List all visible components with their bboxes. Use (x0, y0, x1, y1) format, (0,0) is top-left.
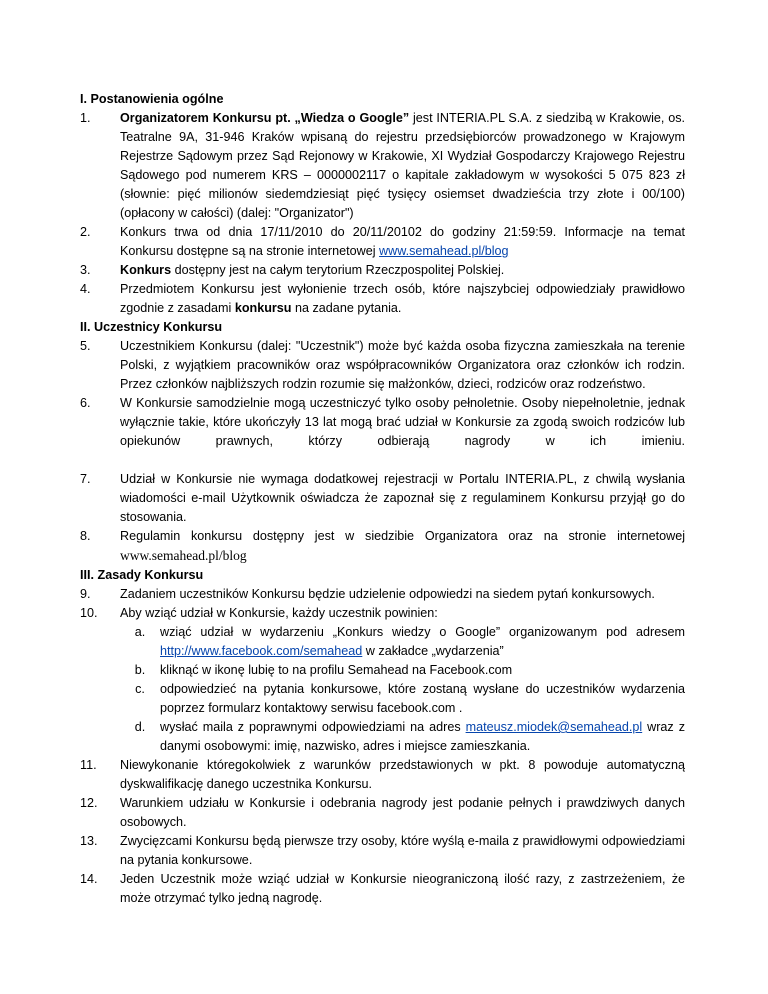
paragraph-text: Jeden Uczestnik może wziąć udział w Konkursie nieograniczoną ilość razy, z zastrzeżeniem, że może otrzymać tylko jedną nagrodę. (120, 872, 685, 905)
text: Przedmiotem Konkursu jest wyłonienie trzech osób, które najszybciej odpowiedziały prawidłowo zgodnie z zasadami (120, 282, 685, 315)
paragraph-text: Zwycięzcami Konkursu będą pierwsze trzy osoby, które wyślą e-maila z prawidłowymi odpowiedziami na pytania konkursowe. (120, 834, 685, 867)
email-link[interactable]: mateusz.miodek@semahead.pl (465, 720, 643, 734)
subitem-a (120, 623, 685, 661)
paragraph-text: Zadaniem uczestników Konkursu będzie udzielenie odpowiedzi na siedem pytań konkursowych. (120, 587, 655, 601)
bold-text: konkursu (234, 301, 292, 315)
text: w zakładce „wydarzenia” (362, 644, 504, 658)
paragraph-7 (80, 470, 685, 527)
paragraph-number: 9. (80, 587, 91, 601)
paragraph-text: Udział w Konkursie nie wymaga dodatkowej rejestracji w Portalu INTERIA.PL, z chwilą wysłania wiadomości e-mail Użytkownik oświadcza że zapoznał się z regulaminem Konkursu przyjął go do stosowania. (120, 472, 685, 524)
paragraph-number: 5. (80, 339, 91, 353)
paragraph-4 (80, 280, 685, 318)
paragraph-6 (80, 394, 685, 451)
section-heading-3: III. Zasady Konkursu (80, 568, 204, 582)
paragraph-number: 8. (80, 529, 91, 543)
paragraph-number: 6. (80, 396, 91, 410)
paragraph-text: W Konkursie samodzielnie mogą uczestniczyć tylko osoby pełnoletnie. Osoby niepełnoletnie, jednak wyłącznie takie, które ukończyły 13 lat mogą brać udział w Konkursie za zgodą swoich rodziców lub opiekunów prawnych, którzy odbierają nagrody w ich imieniu. (120, 396, 685, 448)
paragraph-10 (80, 604, 685, 623)
paragraph-text (120, 223, 685, 261)
text: jest INTERIA.PL S.A. z siedzibą w Krakowie, os. Teatralne 9A, 31-946 Kraków wpisaną do rejestru przedsiębiorców prowadzonego w Krajowym Rejestrze Sądowym przez Sąd Rejonowy w Krakowie, XI Wydział Gospodarczy Krajowego Rejestru Sądowego pod numerem KRS – 0000002117 o kapitale zakładowym w wysokości 5 075 823 zł (słownie: pięć milionów siedemdziesiąt pięć tysięcy osiemset dwadzieścia trzy złote i 00/100)(opłacony w całości) (dalej: "Organizator") (120, 111, 685, 220)
paragraph-11 (80, 756, 685, 794)
paragraph-number: 3. (80, 263, 91, 277)
paragraph-text (120, 261, 685, 280)
blog-link[interactable]: www.semahead.pl/blog (379, 244, 509, 258)
bold-text: Konkurs (120, 263, 172, 277)
paragraph-text: Niewykonanie któregokolwiek z warunków przedstawionych w pkt. 8 powoduje automatyczną dyskwalifikację danego uczestnika Konkursu. (120, 758, 685, 791)
paragraph-13 (80, 832, 685, 870)
paragraph-text (120, 280, 685, 318)
paragraph-3 (80, 261, 685, 280)
paragraph-text (120, 109, 685, 223)
paragraph-5 (80, 337, 685, 394)
paragraph-text: Aby wziąć udział w Konkursie, każdy uczestnik powinien: (120, 606, 438, 620)
paragraph-9 (80, 585, 685, 604)
paragraph-2 (80, 223, 685, 261)
paragraph-number: 13. (80, 834, 98, 848)
text: wysłać maila z poprawnymi odpowiedziami na adres (160, 720, 466, 734)
subitem-text (160, 718, 685, 756)
subitem-d (120, 718, 685, 756)
document (80, 90, 685, 908)
subitem-text: kliknąć w ikonę lubię to na profilu Semahead na Facebook.com (160, 663, 513, 677)
paragraph-14 (80, 870, 685, 908)
section-heading-1: I. Postanowienia ogólne (80, 92, 224, 106)
text: Konkurs trwa od dnia 17/11/2010 do 20/11/20102 do godziny 21:59:59. Informacje na temat Konkursu dostępne są na stronie internetowej (120, 225, 685, 258)
regulation-url: www.semahead.pl/blog (120, 548, 247, 563)
text: na zadane pytania. (291, 301, 402, 315)
paragraph-number: 4. (80, 282, 91, 296)
paragraph-number: 12. (80, 796, 98, 810)
paragraph-number: 7. (80, 472, 91, 486)
paragraph-number: 14. (80, 872, 98, 886)
paragraph-number: 2. (80, 225, 91, 239)
paragraph-1 (80, 109, 685, 223)
subitem-text (160, 623, 685, 661)
facebook-link[interactable]: http://www.facebook.com/semahead (160, 644, 363, 658)
paragraph-text: Uczestnikiem Konkursu (dalej: "Uczestnik") może być każda osoba fizyczna zamieszkała na terenie Polski, z wyjątkiem pracowników oraz współpracowników Organizatora oraz członków ich rodzin. Przez członków najbliższych rodzin rozumie się małżonków, dzieci, rodziców oraz rodzeństwo. (120, 339, 685, 391)
bold-text: Organizatorem Konkursu pt. „Wiedza o Google” (120, 111, 410, 125)
subitem-letter: d. (134, 720, 146, 734)
text: wraz z danymi osobowymi: imię, nazwisko, adres i miejsce zamieszkania. (160, 720, 685, 753)
text: Regulamin konkursu dostępny jest w siedzibie Organizatora oraz na stronie internetowej (120, 529, 685, 543)
spacer (80, 451, 685, 470)
paragraph-text: Warunkiem udziału w Konkursie i odebrania nagrody jest podanie pełnych i prawdziwych danych osobowych. (120, 796, 685, 829)
subitem-letter: b. (134, 663, 146, 677)
subitem-b (120, 661, 685, 680)
paragraph-12 (80, 794, 685, 832)
text: dostępny jest na całym terytorium Rzeczpospolitej Polskiej. (171, 263, 505, 277)
paragraph-text (120, 527, 685, 566)
paragraph-number: 11. (80, 758, 97, 772)
subitem-c (120, 680, 685, 718)
text: wziąć udział w wydarzeniu „Konkurs wiedzy o Google” organizowanym pod adresem (160, 625, 685, 639)
paragraph-number: 1. (80, 111, 91, 125)
section-heading-2: II. Uczestnicy Konkursu (80, 320, 223, 334)
subitem-letter: c. (135, 682, 145, 696)
subitem-text: odpowiedzieć na pytania konkursowe, które zostaną wysłane do uczestników wydarzenia poprzez formularz kontaktowy serwisu facebook.com . (160, 682, 685, 715)
subitem-letter: a. (134, 625, 146, 639)
paragraph-8 (80, 527, 685, 566)
paragraph-number: 10. (80, 606, 98, 620)
